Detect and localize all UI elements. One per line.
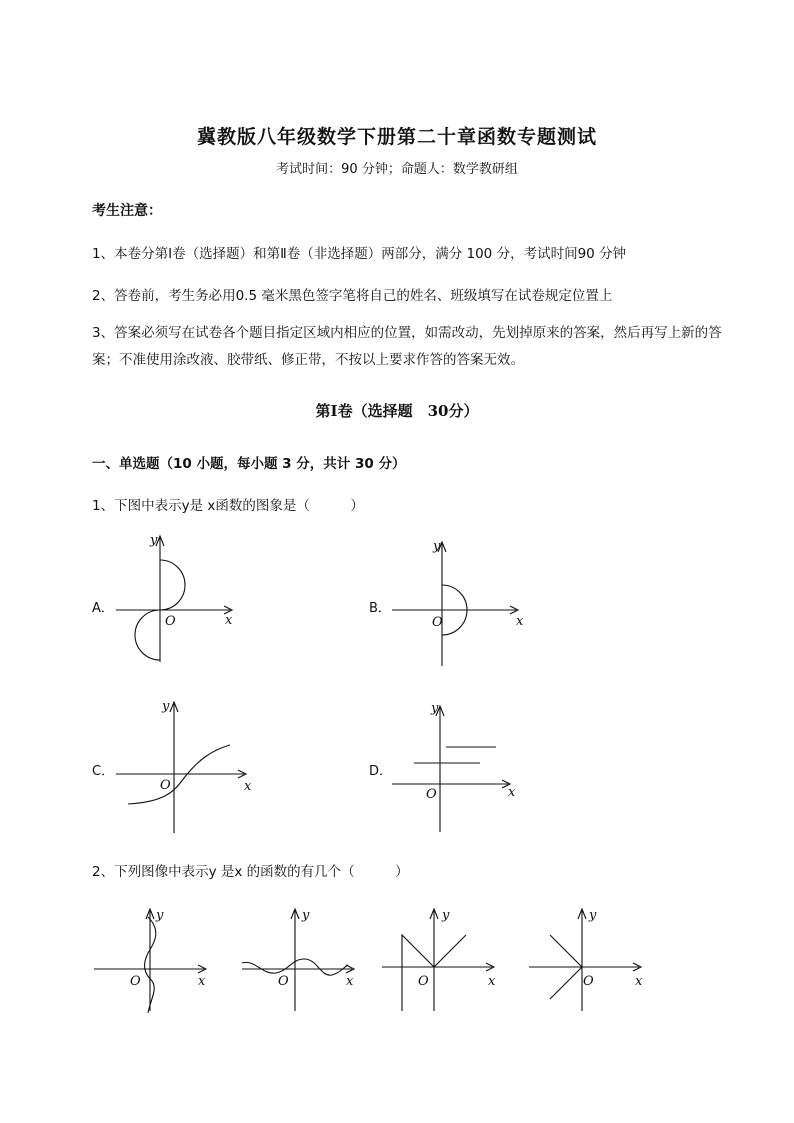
y-axis-label: y [162,699,170,714]
x-axis-label: x [346,974,354,989]
graph-2-4 [527,903,652,1018]
y-axis-label: y [156,908,164,923]
x-axis-label: x [244,779,252,794]
origin-label: O [426,787,437,802]
exam-info: 考试时间：90 分钟；命题人：数学教研组 [276,162,518,177]
option-d-label: D． [369,764,393,779]
graph-2-2 [240,903,365,1018]
origin-label: O [165,614,176,629]
note-item: 2、答卷前，考生务必用0.5 毫米黑色签字笔将自己的姓名、班级填写在试卷规定位置上 [92,288,613,304]
y-axis-label: y [302,908,310,923]
x-axis-label: x [198,974,206,989]
x-axis-label: x [508,785,516,800]
graph-option-c [114,698,259,838]
note-item: 1、本卷分第Ⅰ卷（选择题）和第Ⅱ卷（非选择题）两部分，满分 100 分，考试时间90 分钟 [92,246,627,262]
option-b-label: B． [369,601,391,616]
upper-semicircle [160,560,185,610]
origin-label: O [130,974,141,989]
origin-label: O [160,778,171,793]
y-axis-label: y [433,539,441,554]
graph-2-3 [380,903,505,1018]
page-title: 冀教版八年级数学下册第二十章函数专题测试 [196,126,597,148]
part-heading: 一、单选题（10 小题，每小题 3 分，共计 30 分） [92,456,406,472]
origin-label: O [432,615,443,630]
graph-option-b [388,538,528,673]
notes-heading: 考生注意： [92,203,162,219]
section-title: 第Ⅰ卷（选择题 30分） [315,402,479,420]
graph-option-d [390,700,530,840]
x-axis-label: x [225,613,233,628]
note-item: 3、答案必须写在试卷各个题目指定区域内相应的位置，如需改动，先划掉原来的答案，然后再写上新的答案；不准使用涂改液、胶带纸、修正带，不按以上要求作答的答案无效。 [92,325,722,368]
y-axis-label: y [150,533,158,548]
option-c-label: C． [92,764,115,779]
lower-semicircle [135,610,160,660]
x-axis-label: x [516,614,524,629]
graph-2-1 [92,903,217,1018]
origin-label: O [583,974,594,989]
x-axis-label: x [635,974,643,989]
y-axis-label: y [431,701,439,716]
option-a-label: A． [92,601,114,616]
question-1-stem: 1、下图中表示y是 x函数的图象是（ ） [92,498,364,514]
origin-label: O [278,974,289,989]
origin-label: O [418,974,429,989]
y-axis-label: y [589,908,597,923]
question-2-stem: 2、下列图像中表示y 是x 的函数的有几个（ ） [92,864,409,880]
graph-option-a [110,530,250,665]
y-axis-label: y [442,908,450,923]
x-axis-label: x [488,974,496,989]
